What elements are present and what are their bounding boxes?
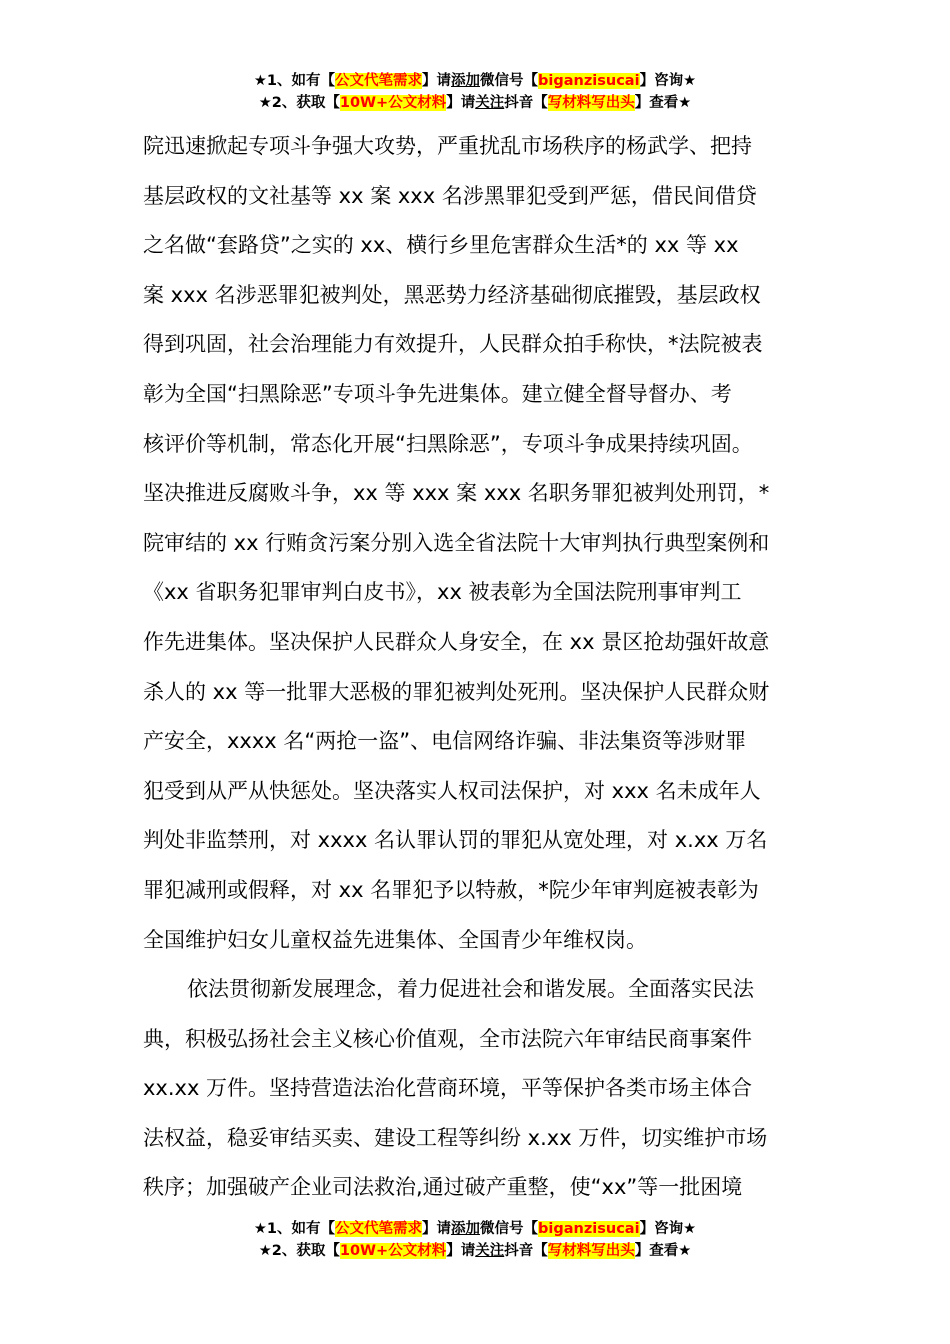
text-line: 罪犯减刑或假释，对 xx 名罪犯予以特赦，*院少年审判庭被表彰为 [143, 877, 759, 902]
paragraph-social-development [143, 965, 819, 1213]
banner-highlight: 10W+公文材料 [339, 1243, 447, 1259]
banner-line-1 [0, 1218, 950, 1240]
text-line: 判处非监禁刑，对 xxxx 名认罪认罚的罪犯从宽处理，对 x.xx 万名 [143, 828, 768, 853]
banner-text: 】查看★ [634, 1243, 692, 1259]
banner-text: ★2、获取【 [258, 95, 340, 111]
banner-text: 】咨询★ [639, 73, 697, 89]
footer-banner [0, 1218, 950, 1262]
banner-highlight: 写材料写出头 [547, 1243, 635, 1259]
text-line: xx.xx 万件。坚持营造法治化营商环境，平等保护各类市场主体合 [143, 1076, 753, 1101]
banner-highlight: 写材料写出头 [547, 95, 635, 111]
text-line: 产安全，xxxx 名“两抢一盗”、电信网络诈骗、非法集资等涉财罪 [143, 729, 747, 754]
banner-text: 微信号【 [480, 73, 539, 89]
banner-highlight: biganzisucai [538, 1221, 640, 1237]
text-line: 法权益，稳妥审结买卖、建设工程等纠纷 x.xx 万件，切实维护市场 [143, 1125, 768, 1150]
header-banner [0, 70, 950, 114]
text-line: 案 xxx 名涉恶罪犯被判处，黑恶势力经济基础彻底摧毁，基层政权 [143, 282, 761, 307]
banner-text: 抖音【 [504, 1243, 548, 1259]
banner-highlight: 公文代笔需求 [335, 73, 423, 89]
banner-text: 抖音【 [504, 95, 548, 111]
banner-highlight: 公文代笔需求 [335, 1221, 423, 1237]
banner-text: 】请 [446, 95, 476, 111]
text-line: 《xx 省职务犯罪审判白皮书》，xx 被表彰为全国法院刑事审判工 [143, 580, 742, 605]
text-line: 基层政权的文社基等 xx 案 xxx 名涉黑罪犯受到严惩，借民间借贷 [143, 183, 757, 208]
banner-text: 】查看★ [634, 95, 692, 111]
banner-highlight: 10W+公文材料 [339, 95, 447, 111]
text-line: 院审结的 xx 行贿贪污案分别入选全省法院十大审判执行典型案例和 [143, 530, 770, 555]
banner-text: ★1、如有【 [253, 1221, 336, 1237]
banner-emphasis: 添加 [451, 1221, 481, 1237]
text-line: 典，积极弘扬社会主义核心价值观，全市法院六年审结民商事案件 [143, 1026, 752, 1051]
document-body [143, 122, 819, 1213]
banner-highlight: biganzisucai [538, 73, 640, 89]
banner-emphasis: 添加 [451, 73, 481, 89]
text-line: 彰为全国“扫黑除恶”专项斗争先进集体。建立健全督导督办、考 [143, 381, 732, 406]
text-line: 全国维护妇女儿童权益先进集体、全国青少年维权岗。 [143, 927, 647, 952]
banner-text: 】请 [422, 73, 452, 89]
text-line: 得到巩固，社会治理能力有效提升，人民群众拍手称快，*法院被表 [143, 332, 763, 357]
text-line: 犯受到从严从快惩处。坚决落实人权司法保护，对 xxx 名未成年人 [143, 778, 761, 803]
banner-emphasis: 关注 [475, 95, 505, 111]
banner-line-2 [0, 92, 950, 114]
text-line: 核评价等机制，常态化开展“扫黑除恶”，专项斗争成果持续巩固。 [143, 431, 753, 456]
text-line: 坚决推进反腐败斗争，xx 等 xxx 案 xxx 名职务罪犯被判处刑罚，* [143, 481, 770, 506]
banner-line-2 [0, 1240, 950, 1262]
banner-emphasis: 关注 [475, 1243, 505, 1259]
text-line: 秩序；加强破产企业司法救治,通过破产重整，使“xx”等一批困境 [143, 1175, 743, 1200]
text-line: 依法贯彻新发展理念，着力促进社会和谐发展。全面落实民法 [187, 977, 754, 1002]
banner-text: 】请 [446, 1243, 476, 1259]
text-line: 之名做“套路贷”之实的 xx、横行乡里危害群众生活*的 xx 等 xx [143, 233, 739, 258]
banner-text: 】咨询★ [639, 1221, 697, 1237]
banner-text: 微信号【 [480, 1221, 539, 1237]
banner-text: 】请 [422, 1221, 452, 1237]
text-line: 院迅速掀起专项斗争强大攻势，严重扰乱市场秩序的杨武学、把持 [143, 134, 752, 158]
banner-line-1 [0, 70, 950, 92]
paragraph-criminal-justice [143, 122, 819, 965]
text-line: 杀人的 xx 等一批罪大恶极的罪犯被判处死刑。坚决保护人民群众财 [143, 679, 770, 704]
banner-text: ★2、获取【 [258, 1243, 340, 1259]
text-line: 作先进集体。坚决保护人民群众人身安全，在 xx 景区抢劫强奸故意 [143, 629, 770, 654]
banner-text: ★1、如有【 [253, 73, 336, 89]
